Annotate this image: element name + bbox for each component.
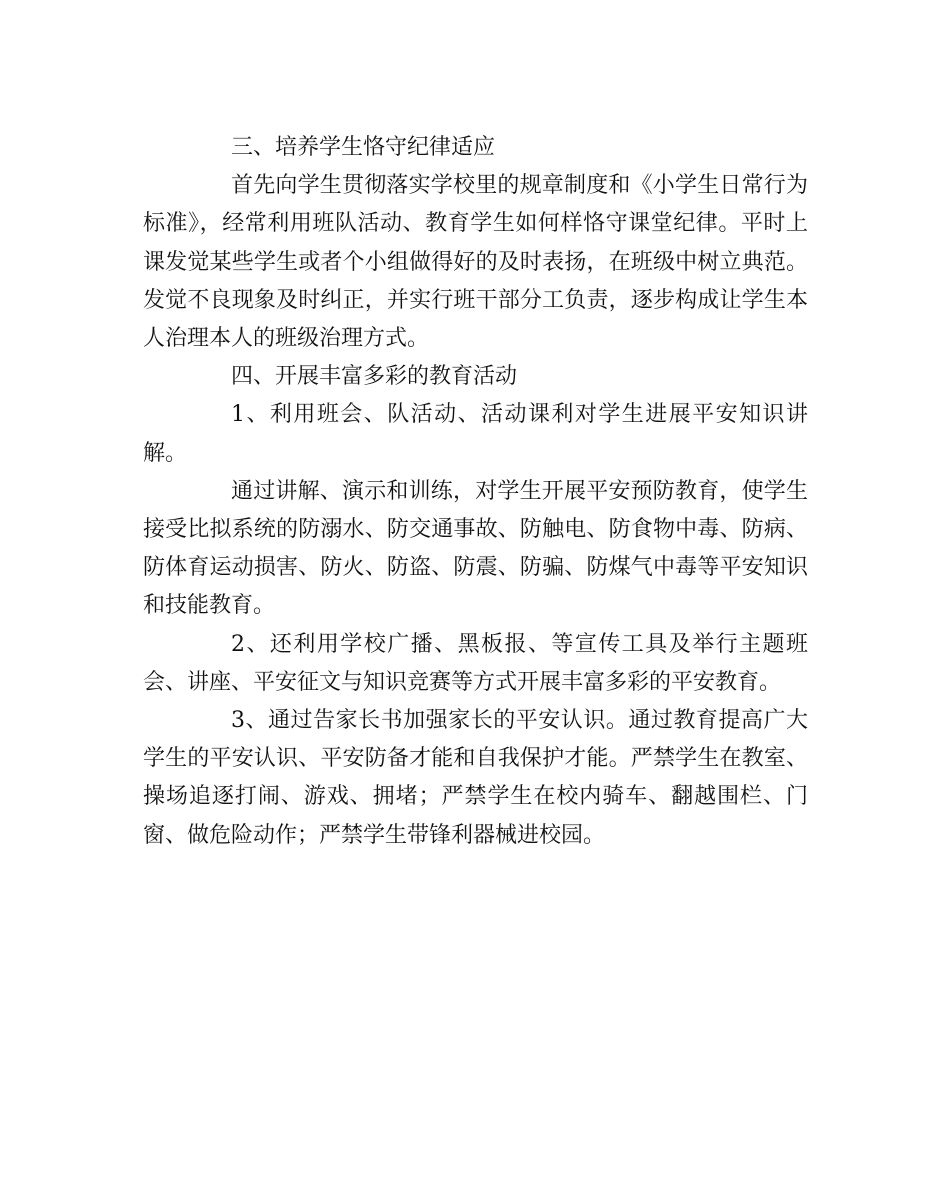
paragraph-safety-education: 通过讲解、演示和训练，对学生开展平安预防教育，使学生接受比拟系统的防溺水、防交通事故、防触电、防食物中毒、防病、防体育运动损害、防火、防盗、防震、防骗、防煤气中毒等平安知识和技能教育。	[143, 478, 808, 619]
paragraph-item-3: 3、通过告家长书加强家长的平安认识。通过教育提高广大学生的平安认识、平安防备才能和自我保护才能。严禁学生在教室、操场追逐打闹、游戏、拥堵；严禁学生在校内骑车、翻越围栏、门窗、做危险动作；严禁学生带锋利器械进校园。	[143, 708, 808, 848]
section-heading-discipline: 三、培养学生恪守纪律适应	[231, 135, 496, 160]
paragraph-item-1: 1、利用班会、队活动、活动课利对学生进展平安知识讲解。	[143, 402, 808, 466]
section-heading-activities: 四、开展丰富多彩的教育活动	[231, 364, 518, 390]
document-body	[143, 129, 808, 855]
paragraph-discipline: 首先向学生贯彻落实学校里的规章制度和《小学生日常行为标准》，经常利用班队活动、教育学生如何样恪守课堂纪律。平时上课发觉某些学生或者个小组做得好的及时表扬，在班级中树立典范。发觉不良现象及时纠正，并实行班干部分工负责，逐步构成让学生本人治理本人的班级治理方式。	[143, 173, 808, 352]
paragraph-item-2: 2、还利用学校广播、黑板报、等宣传工具及举行主题班会、讲座、平安征文与知识竞赛等方式开展丰富多彩的平安教育。	[143, 631, 808, 695]
